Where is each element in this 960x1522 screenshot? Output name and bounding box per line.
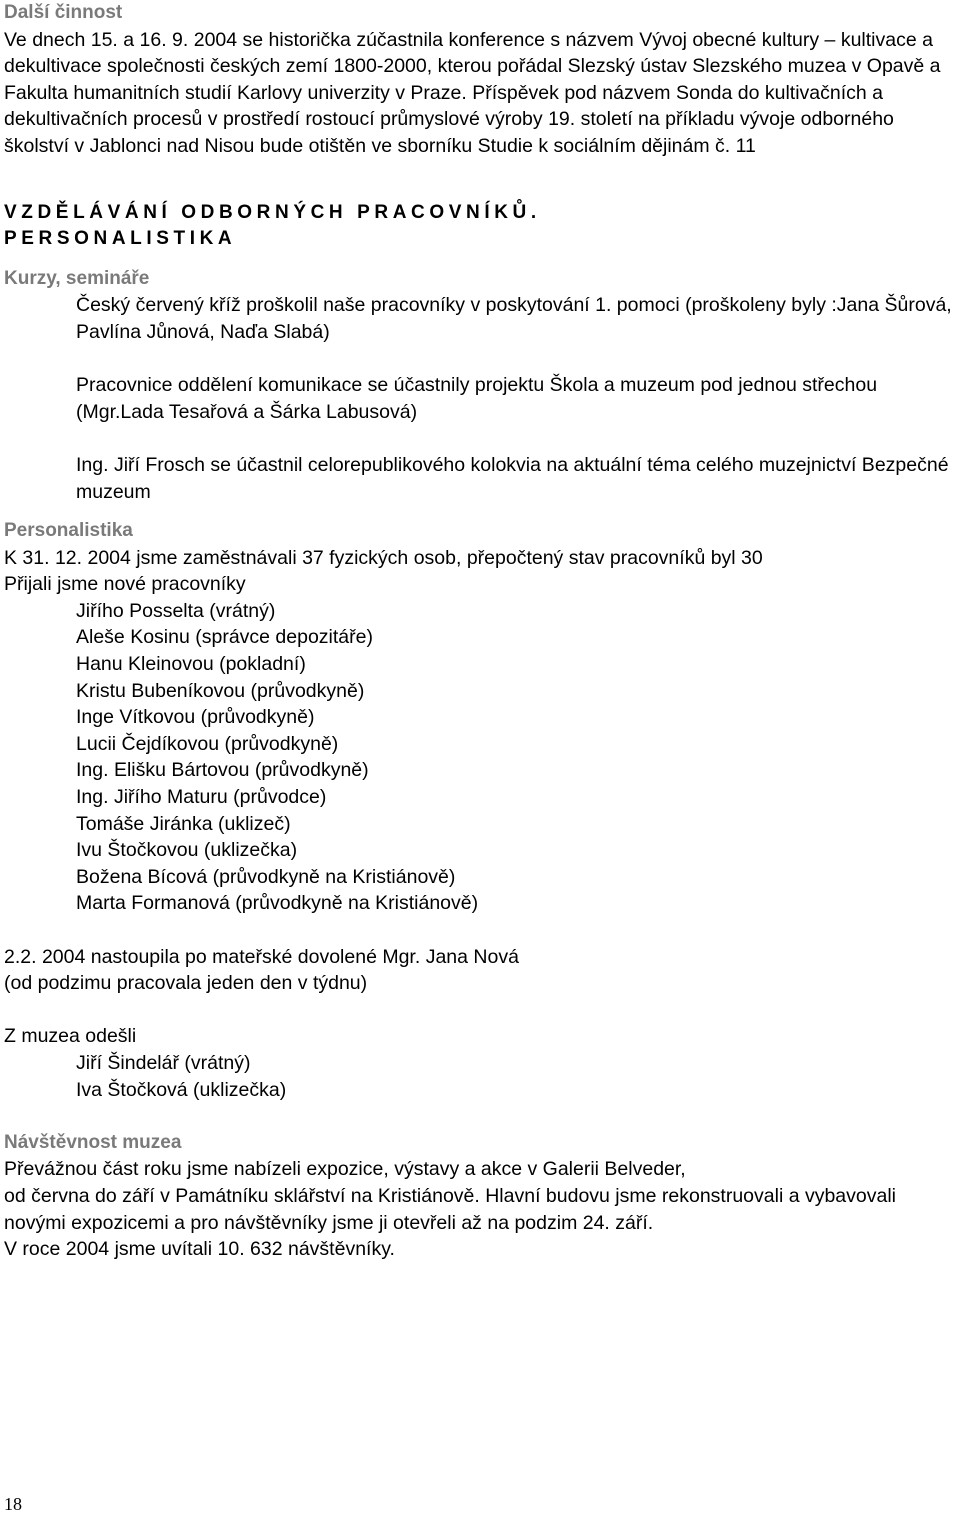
list-item: Aleše Kosinu (správce depozitáře) (76, 626, 373, 649)
list-item: Lucii Čejdíkovou (průvodkyně) (76, 732, 339, 755)
text-stav-pracovniku: K 31. 12. 2004 jsme zaměstnávali 37 fyzických osob, přepočtený stav pracovníků byl 30 (4, 546, 763, 569)
text-navstevnost-1: Převážnou část roku jsme nabízeli expozice, výstavy a akce v Galerii Belveder, (4, 1158, 686, 1181)
section-heading-dalsi-cinnost: Další činnost (4, 2, 123, 23)
paragraph-kurz-skola-muzeum: Pracovnice oddělení komunikace se účastnily projektu Škola a muzeum pod jednou střechou (Mgr.Lada Tesařová a Šárka Labusová) (76, 374, 878, 423)
list-item: Marta Formanová (průvodkyně na Kristiánově) (76, 892, 479, 915)
list-item: Inge Vítkovou (průvodkyně) (76, 706, 315, 729)
list-item: Božena Bícová (průvodkyně na Kristiánově) (76, 865, 456, 888)
paragraph-kurz-kolokvium: Ing. Jiří Frosch se účastnil celorepublikového kolokvia na aktuální téma celého muzejnictví Bezpečné muzeum (76, 453, 949, 503)
subheading-kurzy: Kurzy, semináře (4, 267, 150, 289)
list-item: Ing. Jiřího Maturu (průvodce) (76, 786, 327, 809)
list-item: Iva Štočková (uklizečka) (76, 1078, 287, 1101)
list-item: Jiří Šindelář (vrátný) (76, 1051, 251, 1074)
list-item: Kristu Bubeníkovou (průvodkyně) (76, 679, 365, 702)
list-item: Ivu Štočkovou (uklizečka) (76, 839, 298, 862)
list-item: Jiřího Posselta (vrátný) (76, 599, 276, 622)
text-navstevnost-2: od června do září v Památníku sklářství na Kristiánově. Hlavní budovu jsme rekonstruovali a vybavovali novými expozicemi a pro návštěvníky jsme ji otevřeli až na podzim 24. září. (4, 1184, 897, 1234)
subheading-personalistika: Personalistika (4, 520, 133, 542)
list-item: Ing. Elišku Bártovou (průvodkyně) (76, 759, 369, 782)
list-item: Tomáše Jiránka (uklizeč) (76, 812, 291, 835)
text-navrat-materska: 2.2. 2004 nastoupila po mateřské dovolené Mgr. Jana Nová (4, 945, 519, 968)
section-title-personalistika: PERSONALISTIKA (4, 228, 237, 250)
text-prijali: Přijali jsme nové pracovníky (4, 573, 246, 596)
list-item: Hanu Kleinovou (pokladní) (76, 653, 306, 676)
text-odesli: Z muzea odešli (4, 1025, 137, 1048)
left-staff-list (4, 1050, 952, 1103)
paragraph-kurz-prvni-pomoc: Český červený kříž proškolil naše pracovníky v poskytování 1. pomoci (proškoleny byly :Jana Šůrová, Pavlína Jůnová, Naďa Slabá) (76, 294, 952, 343)
text-uvazek: (od podzimu pracovala jeden den v týdnu) (4, 972, 368, 995)
page-number: 18 (4, 1494, 22, 1514)
new-staff-list (4, 598, 952, 917)
subheading-navstevnost: Návštěvnost muzea (4, 1131, 182, 1153)
text-navstevnost-3: V roce 2004 jsme uvítali 10. 632 návštěvníky. (4, 1238, 395, 1261)
section-title-vzdelavani: VZDĚLÁVÁNÍ ODBORNÝCH PRACOVNÍKŮ. (4, 201, 541, 223)
paragraph-konference: Ve dnech 15. a 16. 9. 2004 se historička zúčastnila konference s názvem Vývoj obecné kultury – kultivace a dekultivace společnosti českých zemí 1800-2000, kterou pořádal Slezský ústav Slezského muzea v Opavě a Fakulta humanitních studií Karlovy univerzity v Praze. Příspěvek pod názvem Sonda do kultivačních a dekultivačních procesů v prostředí rostoucí průmyslové výroby 19. století na příkladu vývoje odborného školství v Jablonci nad Nisou bude otištěn ve sborníku Studie k sociálním dějinám č. 11 (4, 28, 941, 157)
